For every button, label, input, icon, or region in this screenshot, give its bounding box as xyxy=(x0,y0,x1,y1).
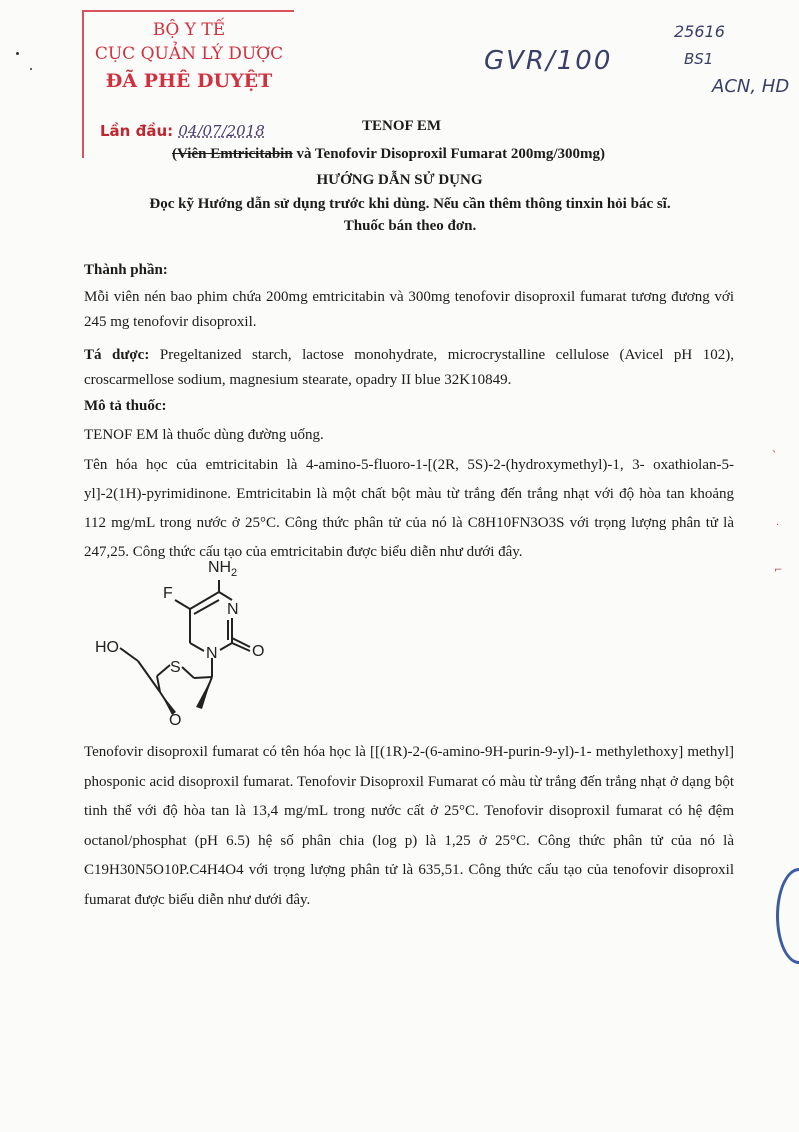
tenofovir-text: Tenofovir disoproxil fumarat có tên hóa học là [[(1R)-2-(6-amino-9H-purin-9-yl)-1- methylethoxy] methyl] phosponic acid disoproxil fumarat. Tenofovir Disoproxil Fumarat có màu từ trắng đến trắng nhạt ở dạng bột tinh thể với độ hòa tan là 13,4 mg/mL trong nước cất ở 25°C. Tenofovir disoproxil fumarat có hệ đệm octanol/phosphat (pH 6.5) hệ số phân chia (log p) là 1,25 ở 25°C. Công thức phân tử của nó là C19H30N5O10P.C4H4O4 với trọng lượng phân tử là 635,51. Công thức cấu tạo của tenofovir disoproxil fumarat được biểu diễn như dưới đây. xyxy=(84,744,734,908)
edge-mark: · xyxy=(776,520,780,531)
label-n-top: N xyxy=(227,601,239,618)
handwritten-code: GVR/100 xyxy=(484,46,613,76)
handwritten-number: 25616 xyxy=(674,22,725,41)
handwritten-bs: BS1 xyxy=(684,50,714,68)
label-o-carbonyl: O xyxy=(252,643,265,660)
stamp-department: CỤC QUẢN LÝ DƯỢC xyxy=(94,44,284,64)
label-o-ring: O xyxy=(169,712,182,727)
label-sulfur: S xyxy=(170,659,181,676)
description-heading: Mô tả thuốc: xyxy=(84,398,167,414)
composition-heading: Thành phần: xyxy=(84,262,168,278)
stamp-date-label: Lần đầu: xyxy=(100,122,174,140)
stamp-approved: ĐÃ PHÊ DUYỆT xyxy=(105,70,273,92)
label-hydroxyl: HO xyxy=(95,639,119,656)
label-nh2-sub: 2 xyxy=(231,567,238,579)
partial-round-seal xyxy=(776,868,799,964)
excipients-text xyxy=(84,343,734,393)
composition-text: Mỗi viên nén bao phim chứa 200mg emtricitabin và 300mg tenofovir disoproxil fumarat tương đương với 245 mg tenofovir disoproxil. xyxy=(84,289,734,330)
description-line1: TENOF EM là thuốc dùng đường uống. xyxy=(84,427,324,443)
product-title: TENOF EM xyxy=(362,118,442,134)
subtitle-rest: và Tenofovir Disoproxil Fumarat 200mg/300mg) xyxy=(292,146,606,162)
label-n-bottom: N xyxy=(206,645,218,662)
emtricitabine-text: Tên hóa học của emtricitabin là 4-amino-5-fluoro-1-[(2R, 5S)-2-(hydroxymethyl)-1, 3- oxathiolan-5-yl]-2(1H)-pyrimidinone. Emtricitabin là một chất bột màu từ trắng đến trắng nhạt với độ hòa tan khoảng 112 mg/mL trong nước ở 25°C. Công thức phân tử của nó là C8H10FN3O3S với trọng lượng phân tử là 247,25. Công thức cấu tạo của emtricitabin được biểu diễn như dưới đây. xyxy=(84,457,734,560)
speck-mark xyxy=(30,68,32,70)
guide-title: HƯỚNG DẪN SỬ DỤNG xyxy=(316,172,483,188)
stamp-ministry: BỘ Y TẾ xyxy=(152,20,226,40)
approval-stamp xyxy=(82,10,294,158)
edge-mark: ⌐ xyxy=(774,565,783,576)
emtricitabine-structure xyxy=(90,552,290,727)
edge-mark: 、 xyxy=(772,444,782,455)
handwritten-initials: ACN, HD xyxy=(712,76,790,97)
speck-mark xyxy=(16,52,19,55)
warning-text: Đọc kỹ Hướng dẫn sử dụng trước khi dùng. Nếu cần thêm thông tinxin hỏi bác sĩ. Thuốc bán theo đơn. xyxy=(149,196,671,234)
subtitle-struck: (Viên Emtricitabin xyxy=(172,146,293,162)
product-subtitle xyxy=(172,146,605,163)
label-nh2: NH xyxy=(208,559,232,576)
stamp-date-value: 04/07/2018 xyxy=(178,122,265,140)
label-fluorine: F xyxy=(163,585,173,602)
excipients-label: Tá dược: xyxy=(84,347,150,363)
excipients-list: Pregeltanized starch, lactose monohydrate, microcrystalline cellulose (Avicel pH 102), croscarmellose sodium, magnesium stearate, opadry II blue 32K10849. xyxy=(84,347,734,388)
wedge-bond xyxy=(196,677,212,709)
